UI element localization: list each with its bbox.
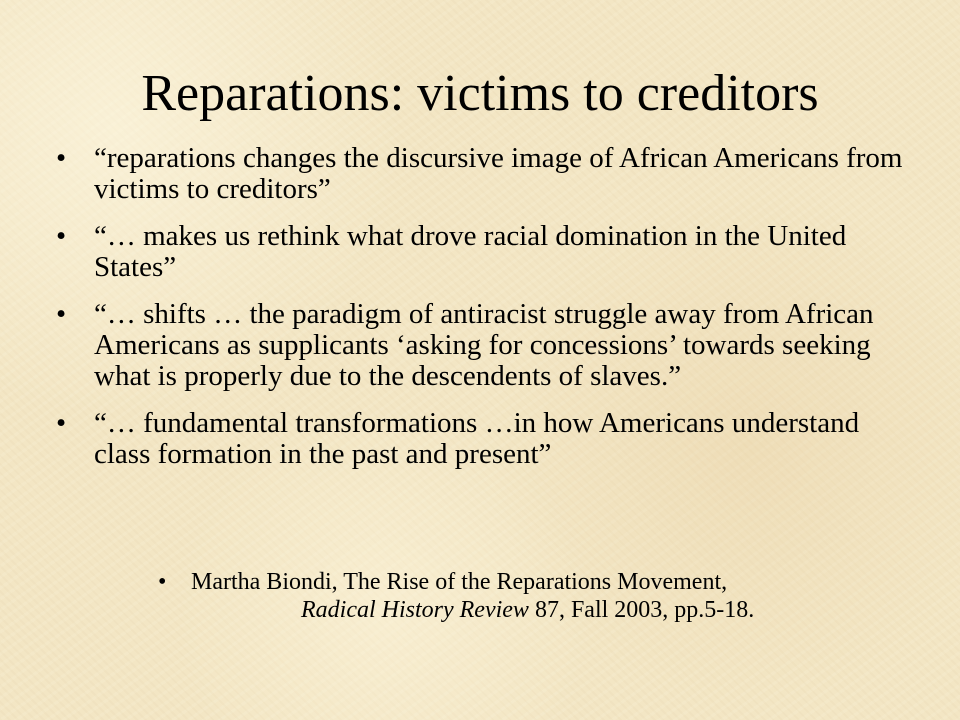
quote-item bbox=[56, 299, 906, 392]
quote-text: “reparations changes the discursive image of African Americans from victims to creditors” bbox=[94, 142, 903, 205]
bullet-marker: • bbox=[56, 220, 67, 252]
citation-source bbox=[158, 596, 928, 624]
quote-item bbox=[56, 408, 906, 470]
citation-details: 87, Fall 2003, pp.5-18. bbox=[528, 597, 755, 623]
quote-text: “… fundamental transformations …in how Americans understand class formation in the past and present” bbox=[94, 407, 860, 470]
quote-item bbox=[56, 221, 906, 283]
quote-list bbox=[56, 143, 906, 486]
quote-text: “… shifts … the paradigm of antiracist struggle away from African Americans as supplicants ‘asking for concessions’ towards seeking what is properly due to the descendents of slaves.” bbox=[94, 298, 874, 392]
bullet-marker: • bbox=[56, 407, 67, 439]
slide-title: Reparations: victims to creditors bbox=[141, 65, 819, 122]
citation-author-article: Martha Biondi, The Rise of the Reparations Movement, bbox=[191, 569, 728, 595]
quote-item bbox=[56, 143, 906, 205]
bullet-marker: • bbox=[56, 142, 67, 174]
bullet-marker: • bbox=[56, 298, 67, 330]
quote-text: “… makes us rethink what drove racial domination in the United States” bbox=[94, 220, 847, 283]
citation bbox=[158, 568, 928, 624]
citation-journal: Radical History Review bbox=[301, 597, 529, 623]
citation-bullet-marker: • bbox=[158, 569, 167, 595]
